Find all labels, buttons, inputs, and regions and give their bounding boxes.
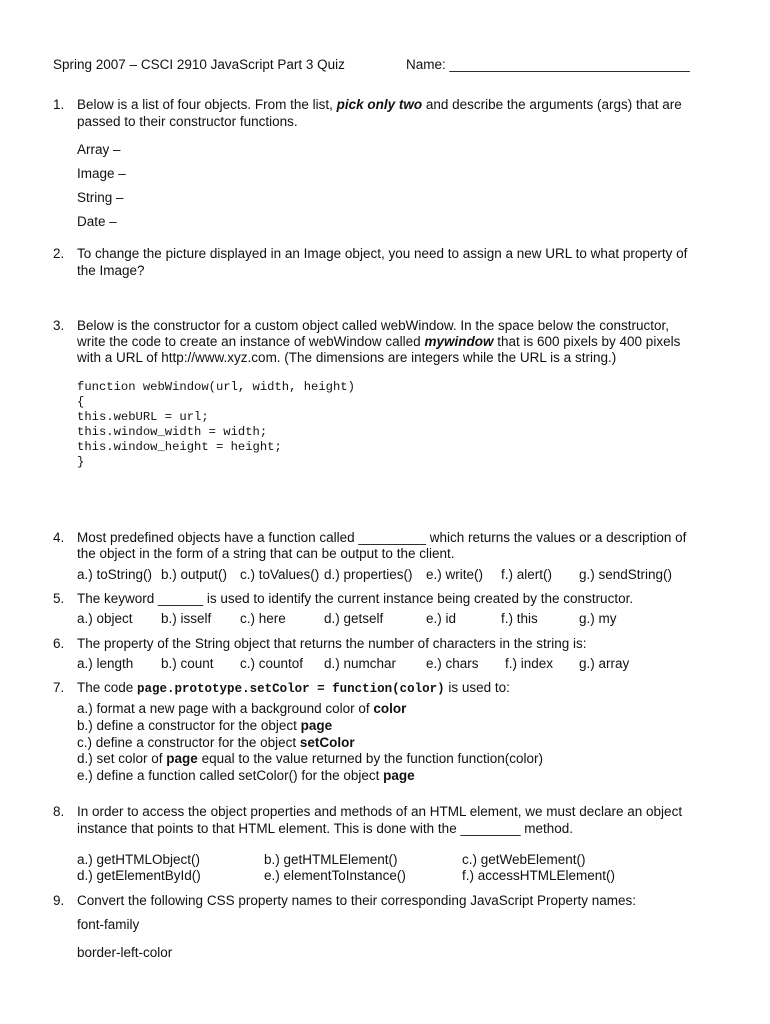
option: c.) here [240, 611, 286, 626]
name-field-label: Name: ________________________________ [406, 57, 690, 72]
question-number: 1. [53, 97, 65, 112]
option: c.) getWebElement() [462, 852, 586, 867]
option: c.) toValues() [240, 567, 320, 582]
question-7-line-1: The code page.prototype.setColor = function(color) is used to: [77, 680, 510, 696]
question-4-line-2: the object in the form of a string that can be output to the client. [77, 546, 455, 561]
list-item: Date – [77, 214, 117, 229]
code-line: this.window_width = width; [77, 425, 268, 439]
list-item: Image – [77, 166, 126, 181]
code-line: { [77, 395, 85, 409]
question-8-line-1: In order to access the object properties and methods of an HTML element, we must declare an object [77, 804, 683, 819]
option: b.) count [161, 656, 214, 671]
question-number: 9. [53, 893, 65, 908]
option: g.) array [579, 656, 630, 671]
option: a.) format a new page with a background color of color [77, 701, 407, 716]
question-number: 7. [53, 680, 65, 695]
option: e.) define a function called setColor() for the object page [77, 768, 415, 783]
option: d.) properties() [324, 567, 413, 582]
question-3-line-2: write the code to create an instance of webWindow called mywindow that is 600 pixels by 400 pixels [77, 334, 681, 349]
code-line: this.webURL = url; [77, 410, 209, 424]
question-number: 2. [53, 246, 65, 261]
option: f.) index [505, 656, 554, 671]
question-8-line-2: instance that points to that HTML element. This is done with the ________ method. [77, 821, 574, 836]
question-4-line-1: Most predefined objects have a function called _________ which returns the values or a description of [77, 530, 687, 545]
question-number: 6. [53, 636, 65, 651]
question-number: 5. [53, 591, 65, 606]
option: b.) output() [161, 567, 228, 582]
option: e.) id [426, 611, 457, 626]
option: e.) write() [426, 567, 483, 582]
option: d.) getElementById() [77, 868, 201, 883]
option: g.) my [579, 611, 617, 626]
list-item: Array – [77, 142, 121, 157]
code-line: } [77, 455, 85, 469]
option: b.) getHTMLElement() [264, 852, 398, 867]
option: a.) toString() [77, 567, 153, 582]
question-2-line-2: the Image? [77, 263, 145, 278]
option: b.) isself [161, 611, 212, 626]
question-6-line-1: The property of the String object that returns the number of characters in the string is: [77, 636, 587, 651]
list-item: font-family [77, 917, 140, 932]
option: f.) accessHTMLElement() [462, 868, 616, 883]
option: a.) length [77, 656, 134, 671]
code-line: this.window_height = height; [77, 440, 282, 454]
option: d.) getself [324, 611, 384, 626]
question-number: 3. [53, 318, 65, 333]
option: f.) this [501, 611, 538, 626]
question-5-line-1: The keyword ______ is used to identify the current instance being created by the constructor. [77, 591, 634, 606]
option: e.) chars [426, 656, 479, 671]
option: c.) countof [240, 656, 304, 671]
question-1-line-2: passed to their constructor functions. [77, 114, 298, 129]
question-number: 4. [53, 530, 65, 545]
question-2-line-1: To change the picture displayed in an Image object, you need to assign a new URL to what property of [77, 246, 688, 261]
question-1-line-1: Below is a list of four objects. From the list, pick only two and describe the arguments (args) that are [77, 97, 682, 112]
option: a.) object [77, 611, 133, 626]
quiz-title: Spring 2007 – CSCI 2910 JavaScript Part 3 Quiz [53, 57, 345, 72]
option: b.) define a constructor for the object page [77, 718, 333, 733]
option: a.) getHTMLObject() [77, 852, 201, 867]
question-3-line-1: Below is the constructor for a custom object called webWindow. In the space below the constructor, [77, 318, 670, 333]
option: d.) numchar [324, 656, 397, 671]
question-3-line-3: with a URL of http://www.xyz.com. (The dimensions are integers while the URL is a string.) [77, 350, 617, 365]
option: f.) alert() [501, 567, 553, 582]
option: c.) define a constructor for the object setColor [77, 735, 355, 750]
option: e.) elementToInstance() [264, 868, 406, 883]
option: g.) sendString() [579, 567, 673, 582]
list-item: String – [77, 190, 124, 205]
question-number: 8. [53, 804, 65, 819]
question-9-line-1: Convert the following CSS property names to their corresponding JavaScript Property names: [77, 893, 637, 908]
option: d.) set color of page equal to the value returned by the function function(color) [77, 751, 544, 766]
list-item: border-left-color [77, 945, 173, 960]
code-line: function webWindow(url, width, height) [77, 380, 355, 394]
